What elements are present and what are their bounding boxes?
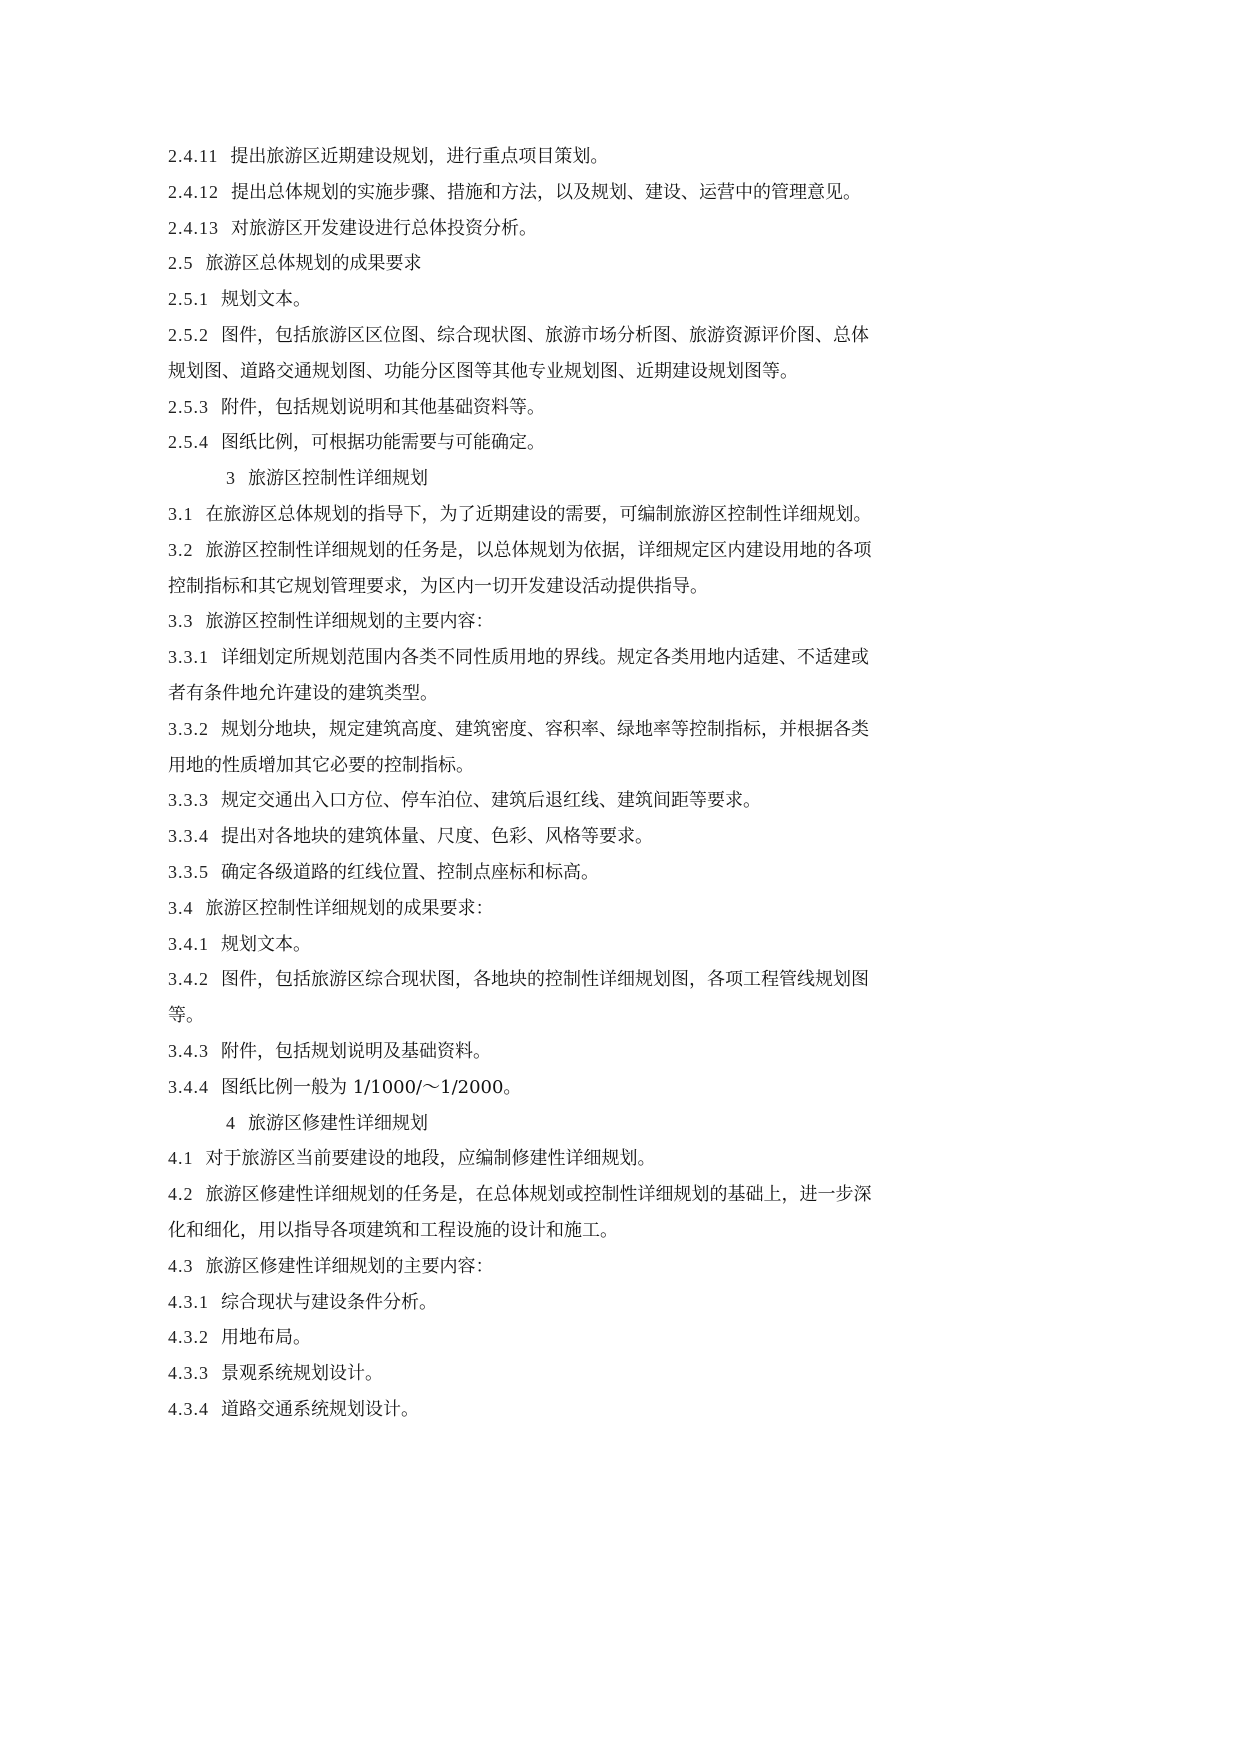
text-line [168, 1249, 948, 1285]
text-line [168, 1320, 948, 1356]
clause-number: 3.3.4 [168, 826, 209, 847]
clause-text: 规定交通出入口方位、停车泊位、建筑后退红线、建筑间距等要求。 [221, 790, 761, 812]
clause-text: 者有条件地允许建设的建筑类型。 [168, 682, 438, 704]
text-line [168, 569, 948, 605]
clause-number: 4.1 [168, 1148, 194, 1169]
clause-number: 4.3 [168, 1255, 194, 1276]
text-line [168, 533, 948, 569]
text-line [168, 819, 948, 855]
clause-number: 4.3.4 [168, 1398, 209, 1419]
clause-text: 控制指标和其它规划管理要求，为区内一切开发建设活动提供指导。 [168, 575, 708, 597]
text-line [168, 1177, 948, 1213]
clause-text: 规划图、道路交通规划图、功能分区图等其他专业规划图、近期建设规划图等。 [168, 360, 798, 382]
clause-text: 化和细化，用以指导各项建筑和工程设施的设计和施工。 [168, 1219, 618, 1241]
clause-number: 2.4.12 [168, 181, 219, 202]
clause-text: 旅游区控制性详细规划的成果要求： [205, 897, 494, 919]
text-line [168, 246, 948, 282]
clause-text: 旅游区控制性详细规划 [248, 468, 428, 490]
clause-text: 详细划定所规划范围内各类不同性质用地的界线。规定各类用地内适建、不适建或 [221, 647, 869, 669]
text-line [168, 318, 948, 354]
clause-number: 3.3.2 [168, 718, 209, 739]
text-line [168, 604, 948, 640]
clause-number: 2.5 [168, 253, 194, 274]
clause-text: 图件，包括旅游区综合现状图，各地块的控制性详细规划图，各项工程管线规划图 [221, 969, 869, 991]
clause-number: 2.5.4 [168, 432, 209, 453]
clause-text: 附件，包括规划说明及基础资料。 [221, 1040, 491, 1062]
clause-number: 3.3.3 [168, 790, 209, 811]
clause-number: 4 [226, 1112, 236, 1133]
clause-text: 对旅游区开发建设进行总体投资分析。 [231, 217, 537, 239]
clause-number: 3.3.1 [168, 647, 209, 668]
clause-number: 2.4.13 [168, 217, 219, 238]
clause-number: 2.4.11 [168, 146, 219, 166]
clause-number: 4.3.2 [168, 1327, 209, 1348]
text-line [168, 1356, 948, 1392]
clause-text: 用地布局。 [221, 1327, 311, 1349]
clause-text: 确定各级道路的红线位置、控制点座标和标高。 [221, 861, 599, 883]
clause-text: 等。 [168, 1005, 204, 1027]
clause-text: 规划文本。 [221, 933, 311, 955]
clause-text: 综合现状与建设条件分析。 [221, 1291, 437, 1313]
text-line [168, 175, 948, 211]
clause-number: 3.4.4 [168, 1076, 209, 1097]
clause-number: 4.2 [168, 1184, 194, 1205]
text-line [168, 1392, 948, 1428]
clause-number: 2.5.1 [168, 289, 209, 310]
clause-text: 旅游区修建性详细规划的主要内容： [205, 1255, 494, 1277]
clause-text: 提出旅游区近期建设规划，进行重点项目策划。 [230, 146, 609, 167]
text-line [168, 855, 948, 891]
text-line [168, 891, 948, 927]
text-line [168, 139, 948, 175]
clause-number: 3.1 [168, 503, 194, 524]
clause-text: 对于旅游区当前要建设的地段，应编制修建性详细规划。 [205, 1148, 656, 1170]
clause-number: 2.5.2 [168, 324, 209, 345]
clause-text: 提出总体规划的实施步骤、措施和方法，以及规划、建设、运营中的管理意见。 [231, 181, 861, 203]
clause-number: 4.3.3 [168, 1363, 209, 1384]
clause-number: 2.5.3 [168, 396, 209, 417]
clause-number: 3.3 [168, 611, 194, 632]
clause-text: 旅游区控制性详细规划的主要内容： [205, 611, 494, 633]
clause-number: 3.3.5 [168, 861, 209, 882]
section-heading [168, 1106, 948, 1142]
clause-text: 旅游区控制性详细规划的任务是，以总体规划为依据，详细规定区内建设用地的各项 [205, 539, 872, 561]
text-line [168, 1034, 948, 1070]
clause-number: 3.4.1 [168, 933, 209, 954]
text-line [168, 640, 948, 676]
clause-number: 3.2 [168, 539, 194, 560]
clause-number: 3 [226, 468, 236, 489]
clause-number: 3.4 [168, 897, 194, 918]
text-line [168, 354, 948, 390]
text-line [168, 748, 948, 784]
text-line [168, 1285, 948, 1321]
clause-text: 附件，包括规划说明和其他基础资料等。 [221, 396, 545, 418]
text-line [168, 282, 948, 318]
clause-text: 图件，包括旅游区区位图、综合现状图、旅游市场分析图、旅游资源评价图、总体 [221, 324, 869, 346]
text-line [168, 1213, 948, 1249]
text-line [168, 390, 948, 426]
document-page [168, 139, 948, 1428]
clause-number: 3.4.2 [168, 969, 209, 990]
text-line [168, 1070, 948, 1106]
clause-text: 道路交通系统规划设计。 [221, 1398, 419, 1420]
text-line [168, 497, 948, 533]
clause-text: 在旅游区总体规划的指导下，为了近期建设的需要，可编制旅游区控制性详细规划。 [205, 503, 872, 525]
clause-number: 3.4.3 [168, 1040, 209, 1061]
clause-text: 图纸比例一般为 1/1000/～1/2000。 [221, 1076, 522, 1098]
text-line [168, 676, 948, 712]
clause-text: 图纸比例，可根据功能需要与可能确定。 [221, 432, 545, 454]
text-line [168, 783, 948, 819]
clause-text: 景观系统规划设计。 [221, 1363, 383, 1385]
text-line [168, 425, 948, 461]
clause-text: 旅游区总体规划的成果要求 [205, 253, 422, 275]
text-line [168, 962, 948, 998]
clause-text: 规划文本。 [221, 289, 311, 311]
clause-text: 旅游区修建性详细规划的任务是，在总体规划或控制性详细规划的基础上，进一步深 [205, 1184, 872, 1206]
clause-number: 4.3.1 [168, 1291, 209, 1312]
text-line [168, 927, 948, 963]
clause-text: 提出对各地块的建筑体量、尺度、色彩、风格等要求。 [221, 826, 653, 848]
clause-text: 旅游区修建性详细规划 [248, 1112, 428, 1134]
clause-text: 规划分地块，规定建筑高度、建筑密度、容积率、绿地率等控制指标，并根据各类 [221, 718, 869, 740]
text-line [168, 211, 948, 247]
clause-text: 用地的性质增加其它必要的控制指标。 [168, 754, 474, 776]
text-line [168, 998, 948, 1034]
text-line [168, 1141, 948, 1177]
section-heading [168, 461, 948, 497]
text-line [168, 712, 948, 748]
